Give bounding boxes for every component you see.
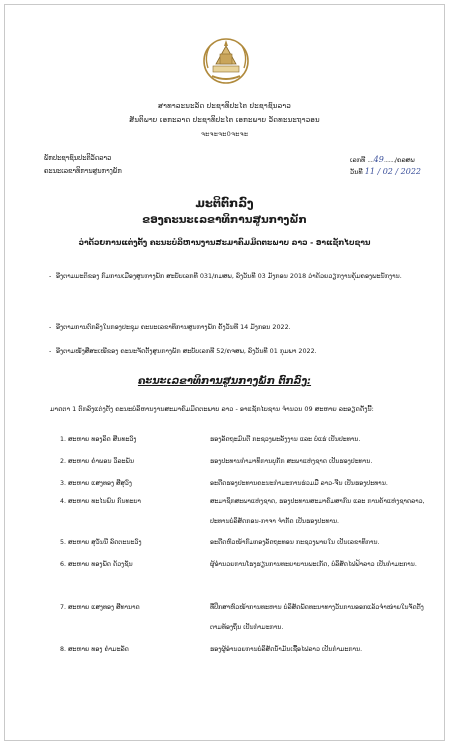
member-role: ອະດີດຮອງປະທານຄະນະກຳມະການຮ່ວມມື ລາວ-ຈີນ ເປັນຮອງປະທານ. — [210, 480, 388, 487]
member-role: ສະມາຊິກສະພາແຫ່ງຊາດ, ຮອງປະທານສະມາຄົມສາກົນ ແລະ ການຄ້າແຫ່ງຊາດລາວ, ປະທານບໍລິສັດກອນ-ກາຈາ ຈຳກັດ ເປັນຮອງປະທານ. — [210, 498, 425, 525]
member-name: 8. ສະຫາຍ ທອງ ຄຳມະລັດ — [60, 646, 129, 653]
national-emblem-icon — [198, 36, 254, 86]
ornament-line: ຈະຈະຈະ0ຈະຈະ — [200, 130, 249, 138]
party-name: ພັກປະຊາຊົນປະຕິວັດລາວ — [44, 154, 112, 162]
document-title: ມະຕິຕົກລົງ — [195, 196, 254, 210]
article-1: ມາດຕາ 1 ຕົກລົງແຕ່ງຕັ້ງ ຄະນະບໍລິຫານງານສະມາຄົມມິດຕະພາບ ລາວ - ອາແຊັກໄບຊານ ຈຳນວນ 09 ສະຫາຍ ລະອຽດດັ່ງນີ້: — [50, 405, 374, 413]
office-name: ຄະນະເລຂາທິການສູນກາງພັກ — [44, 167, 122, 175]
member-name: 6. ສະຫາຍ ທອງພັດ ດ້ວງຊັນ — [60, 561, 133, 568]
date-value: 11 / 02 / 2022 — [364, 167, 422, 176]
reference-item: - ອີງຕາມມະຕິຂອງ ກົມການເມືອງສູນກາງພັກ ສະບັບເລກທີ 031/ກມສພ, ລົງວັນທີ 03 ມັງກອນ 2018 ວ່າດ້ວຍວຽກງານຄຸ້ມຄອງພະນັກງານ. — [49, 272, 402, 280]
resolves-heading: ຄະນະເລຂາທິການສູນກາງພັກ ຕົກລົງ: — [137, 376, 312, 387]
member-name: 4. ສະຫາຍ ທະໄນພົນ ກົນທະບາ — [60, 498, 141, 505]
member-name: 3. ສະຫາຍ ແສງທອງ ສີສຸວົງ — [60, 480, 132, 487]
national-motto: ສັນຕິພາບ ເອກະລາດ ປະຊາທິປະໄຕ ເອກະພາບ ວັດທະນະຖາວອນ — [129, 116, 320, 124]
reference-item: - ອີງຕາມໜັງສືສະເໜີຂອງ ຄະນະຈັດຕັ້ງສູນກາງພັກ ສະບັບເລກທີ 52/ຄຈສພ, ລົງວັນທີ 01 ກຸມພາ 2022. — [49, 347, 317, 355]
member-role: ຮອງປະທານກຳມາທິການບຸກັກ ສະພາແຫ່ງຊາດ ເປັນຮອງປະທານ. — [210, 458, 373, 465]
document-issuer: ຂອງຄະນະເລຂາທິການສູນກາງພັກ — [142, 214, 307, 226]
date-label: ວັນທີ — [350, 168, 363, 176]
number-label: ເລກທີ — [350, 156, 366, 164]
reference-item: - ອີງຕາມການຕົກລົງໃນກອງປະຊຸມ ຄະນະເລຂາທິການສູນກາງພັກ ຄັ້ງວັນທີ 14 ມັງກອນ 2022. — [49, 323, 291, 331]
member-role: ທີ່ປຶກສາຫົວໜ້າການທະຫານ ບໍລິສັດພັດທະນາທາງວັນການອອກແລ້ວຈຳໜ່າຍໃນຈັດຕັ້ງຕາມທ້ອງຖິ່ນ ເປັນກຳມະການ. — [210, 604, 424, 631]
member-role: ຮອງລັດຖະມົນຕີ ກະຊວງພະລັງງານ ແລະ ບໍ່ແຮ່ ເປັນປະທານ. — [210, 436, 361, 443]
number-value: 49 — [373, 155, 384, 164]
document-subject: ວ່າດ້ວຍການແຕ່ງຕັ້ງ ຄະນະບໍລິຫານງານສະມາຄົມມິດຕະພາບ ລາວ - ອາແຊັກໄບຊານ — [78, 238, 371, 247]
country-name: ສາທາລະນະລັດ ປະຊາທິປະໄຕ ປະຊາຊົນລາວ — [158, 102, 291, 110]
member-name: 1. ສະຫາຍ ທອງລິດ ສີນທະວົງ — [60, 436, 137, 443]
member-name: 2. ສະຫາຍ ຄໍາພອນ ວິລະພັນ — [60, 458, 135, 465]
member-name: 5. ສະຫາຍ ສຸວັນນີ ລົດຕະນະວົງ — [60, 539, 142, 546]
member-role: ຜູ້ອຳນວຍການໂຮງຮຽນການທະຍາບານພະເກັດ, ບໍລິສັດໄຟຟ້າລາວ ເປັນກຳມະການ. — [210, 561, 417, 568]
member-role: ອະດີດຫົວໜ້າກົມກອງລັດຖະທອນ ກະຊວງພາຍໃນ ເປັນເລຂາທິການ. — [210, 539, 380, 546]
document-date — [350, 167, 421, 176]
member-role: ຮອງຜູ້ອຳນວຍການບໍລິສັດນ້ຳມັນເຊື້ອໄຟລາວ ເປັນກຳມະການ. — [210, 646, 363, 653]
number-suffix: /ຄລສພ — [394, 156, 415, 164]
member-name: 7. ສະຫາຍ ແສງທອງ ສີທານາດ — [60, 604, 140, 611]
document-number: ເລກທີ ....49......./ຄລສພ — [350, 155, 415, 164]
